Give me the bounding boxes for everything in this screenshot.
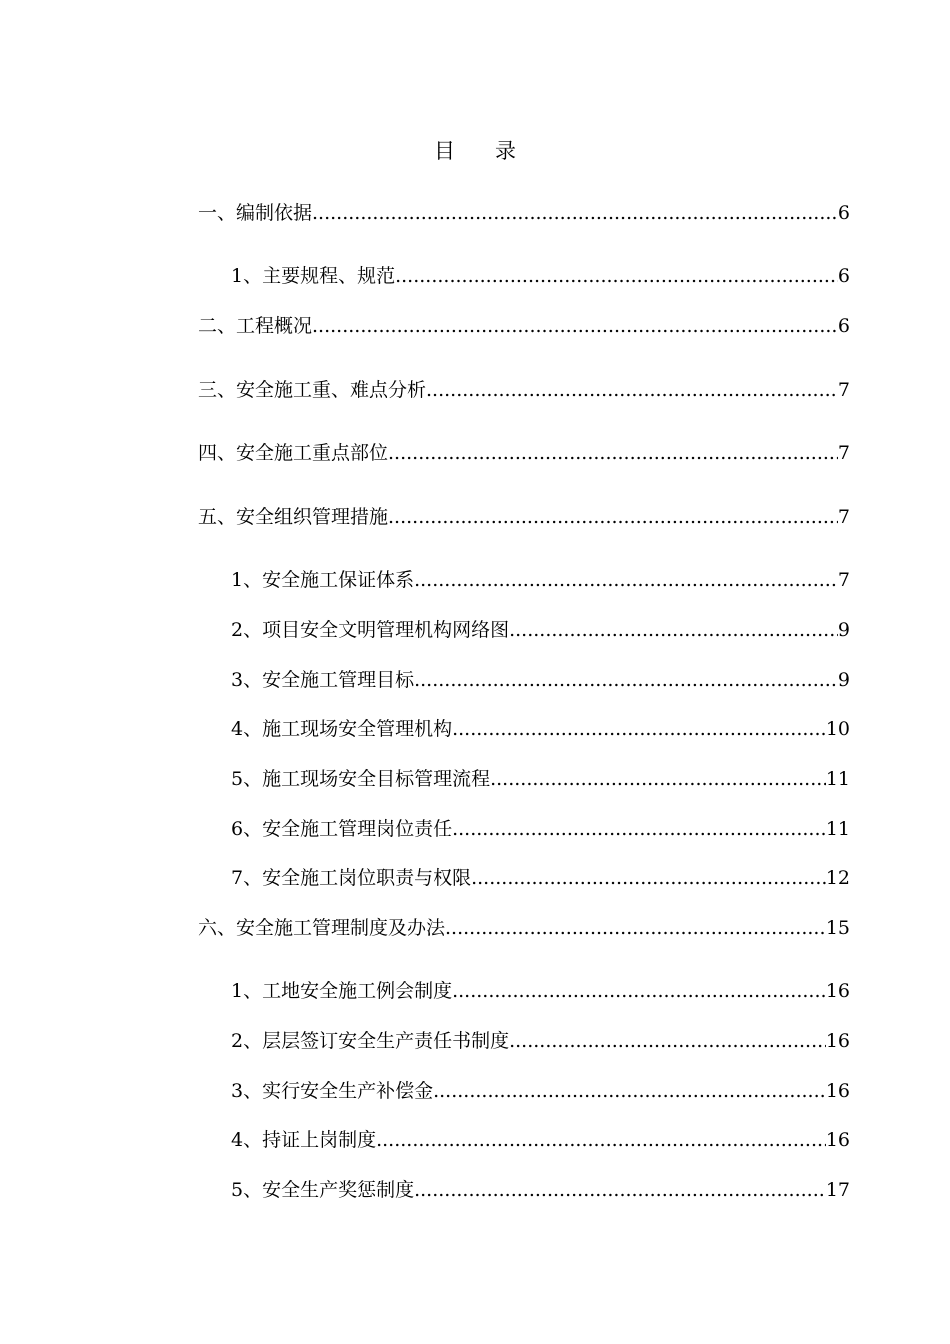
toc-entry[interactable] [231, 262, 850, 290]
toc-entry[interactable] [198, 376, 850, 404]
toc-entry-label: 1、工地安全施工例会制度 [231, 980, 453, 1002]
toc-entry-page: 15 [825, 917, 850, 939]
toc-dot-leader [312, 312, 838, 340]
toc-entry[interactable] [198, 199, 850, 227]
toc-entry[interactable] [231, 566, 850, 594]
toc-entry-label: 3、安全施工管理目标 [231, 669, 415, 691]
toc-entry[interactable] [198, 439, 850, 467]
toc-entry[interactable] [231, 864, 850, 892]
toc-entry-page: 7 [837, 506, 850, 528]
toc-entry[interactable] [231, 765, 850, 793]
toc-title-char-1: 目 [434, 139, 455, 163]
toc-entry-page: 6 [837, 202, 850, 224]
toc-entry-label: 六、安全施工管理制度及办法 [198, 917, 446, 939]
toc-entry-label: 5、施工现场安全目标管理流程 [231, 768, 491, 790]
toc-entry-label: 四、安全施工重点部位 [198, 442, 389, 464]
toc-entry-label: 五、安全组织管理措施 [198, 506, 389, 528]
toc-entry-page: 6 [837, 315, 850, 337]
toc-entry[interactable] [198, 312, 850, 340]
toc-entry[interactable] [231, 715, 850, 743]
toc-entry-page: 16 [825, 980, 850, 1002]
toc-entry-label: 4、施工现场安全管理机构 [231, 718, 453, 740]
toc-entry-page: 6 [837, 265, 850, 287]
toc-dot-leader [433, 1077, 826, 1105]
toc-dot-leader [414, 1176, 826, 1204]
toc-dot-leader [509, 616, 838, 644]
toc-entry[interactable] [231, 1027, 850, 1055]
toc-entry[interactable] [231, 1176, 850, 1204]
toc-entry-label: 3、实行安全生产补偿金 [231, 1080, 434, 1102]
toc-entry-page: 12 [825, 867, 850, 889]
toc-entry-label: 一、编制依据 [198, 202, 313, 224]
toc-entry-label: 2、层层签订安全生产责任书制度 [231, 1030, 510, 1052]
toc-entry-page: 10 [825, 718, 850, 740]
toc-entry-page: 11 [825, 768, 850, 790]
toc-entry-label: 6、安全施工管理岗位责任 [231, 818, 453, 840]
toc-dot-leader [471, 864, 826, 892]
toc-entry[interactable] [231, 666, 850, 694]
toc-entry[interactable] [231, 977, 850, 1005]
toc-entry[interactable] [198, 914, 850, 942]
toc-entry-page: 7 [837, 569, 850, 591]
toc-entry-label: 4、持证上岗制度 [231, 1129, 377, 1151]
toc-entry[interactable] [231, 815, 850, 843]
toc-dot-leader [395, 262, 838, 290]
toc-entry-label: 7、安全施工岗位职责与权限 [231, 867, 472, 889]
toc-dot-leader [509, 1027, 826, 1055]
toc-entry-label: 2、项目安全文明管理机构网络图 [231, 619, 510, 641]
toc-entry[interactable] [231, 616, 850, 644]
toc-entry-label: 1、主要规程、规范 [231, 265, 396, 287]
toc-entry-page: 7 [837, 379, 850, 401]
toc-entry[interactable] [231, 1077, 850, 1105]
toc-entry-label: 三、安全施工重、难点分析 [198, 379, 427, 401]
toc-entry-page: 16 [825, 1129, 850, 1151]
toc-entry-page: 16 [825, 1030, 850, 1052]
toc-dot-leader [490, 765, 826, 793]
toc-entry-label: 二、工程概况 [198, 315, 313, 337]
toc-dot-leader [414, 566, 838, 594]
toc-title-char-2: 录 [495, 139, 516, 163]
toc-dot-leader [414, 666, 838, 694]
toc-entry-label: 5、安全生产奖惩制度 [231, 1179, 415, 1201]
toc-dot-leader [452, 977, 826, 1005]
toc-entry-page: 9 [837, 669, 850, 691]
toc-dot-leader [376, 1126, 826, 1154]
toc-dot-leader [452, 715, 826, 743]
toc-entry-label: 1、安全施工保证体系 [231, 569, 415, 591]
toc-entry[interactable] [231, 1126, 850, 1154]
toc-title [0, 136, 950, 166]
toc-entry[interactable] [198, 503, 850, 531]
toc-entry-page: 7 [837, 442, 850, 464]
toc-dot-leader [388, 439, 838, 467]
toc-entry-page: 11 [825, 818, 850, 840]
toc-dot-leader [452, 815, 826, 843]
toc-dot-leader [312, 199, 838, 227]
toc-entry-page: 16 [825, 1080, 850, 1102]
toc-entry-page: 9 [837, 619, 850, 641]
toc-dot-leader [445, 914, 826, 942]
toc-dot-leader [388, 503, 838, 531]
toc-entry-page: 17 [825, 1179, 850, 1201]
toc-dot-leader [426, 376, 838, 404]
